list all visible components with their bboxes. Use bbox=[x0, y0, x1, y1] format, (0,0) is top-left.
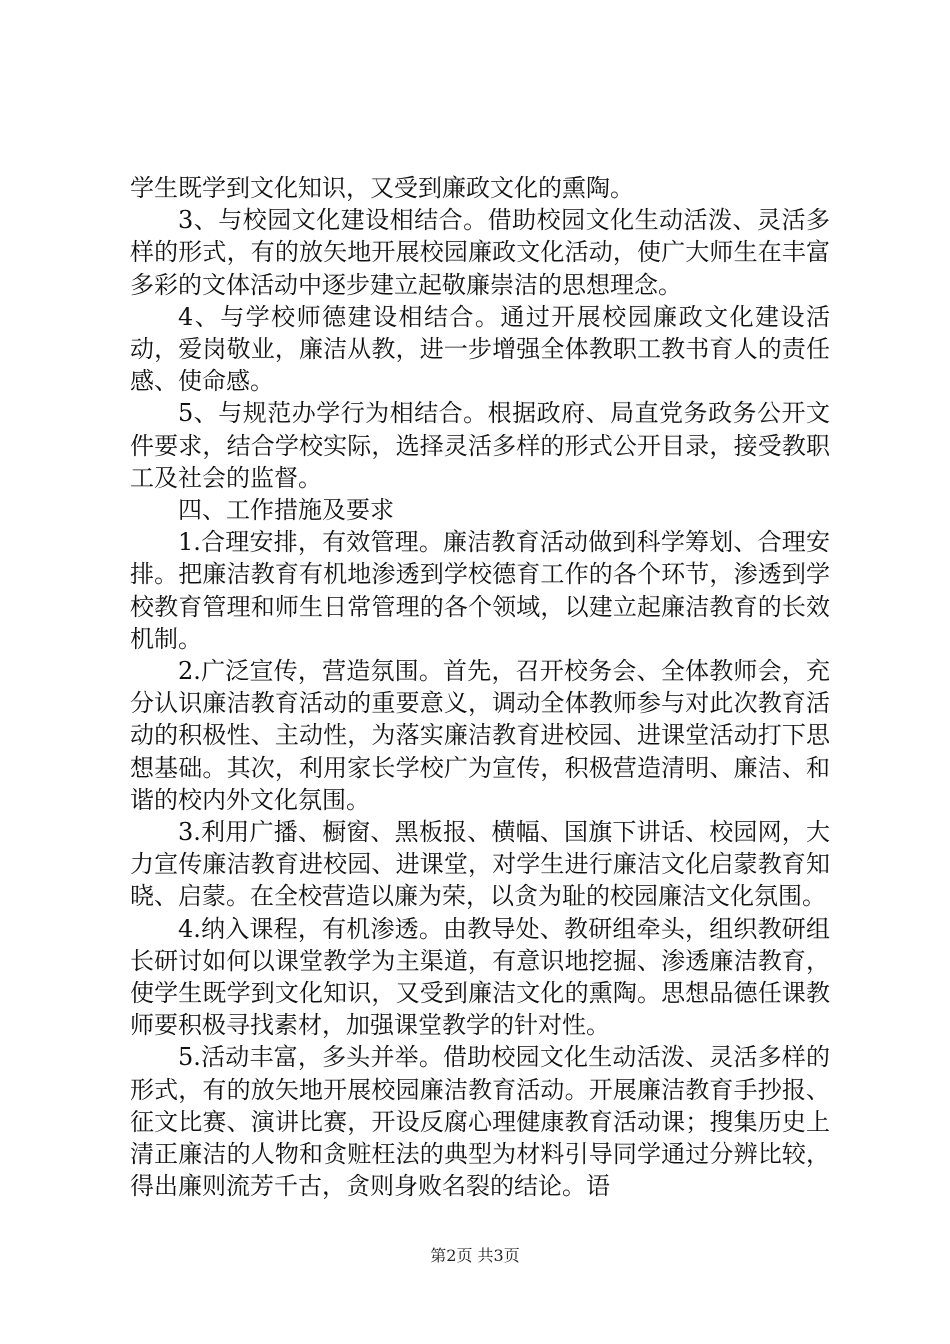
section-heading: 四、工作措施及要求 bbox=[178, 496, 394, 525]
paragraph: 3.利用广播、橱窗、黑板报、横幅、国旗下讲话、校园网，大力宣传廉洁教育进校园、进课堂，对学生进行廉洁文化启蒙教育知晓、启蒙。在全校营造以廉为荣，以贪为耻的校园廉洁文化氛围。 bbox=[130, 818, 830, 911]
paragraph: 5.活动丰富，多头并举。借助校园文化生动活泼、灵活多样的形式，有的放矢地开展校园廉洁教育活动。开展廉洁教育手抄报、征文比赛、演讲比赛，开设反腐心理健康教育活动课；搜集历史上清正廉洁的人物和贪赃枉法的典型为材料引导同学通过分辨比较，得出廉则流芳千古，贪则身败名裂的结论。语 bbox=[130, 1043, 830, 1201]
paragraph: 5、与规范办学行为相结合。根据政府、局直党务政务公开文件要求，结合学校实际，选择灵活多样的形式公开目录，接受教职工及社会的监督。 bbox=[130, 399, 830, 492]
document-body bbox=[130, 172, 830, 1203]
page-footer bbox=[0, 1243, 950, 1266]
paragraph: 4.纳入课程，有机渗透。由教导处、教研组牵头，组织教研组长研讨如何以课堂教学为主渠道，有意识地挖掘、渗透廉洁教育，使学生既学到文化知识，又受到廉洁文化的熏陶。思想品德任课教师要积极寻找素材，加强课堂教学的针对性。 bbox=[130, 914, 830, 1040]
page-indicator: 第2页 共3页 bbox=[430, 1246, 520, 1265]
paragraph: 3、与校园文化建设相结合。借助校园文化生动活泼、灵活多样的形式，有的放矢地开展校园廉政文化活动，使广大师生在丰富多彩的文体活动中逐步建立起敬廉崇洁的思想理念。 bbox=[130, 206, 830, 299]
paragraph: 2.广泛宣传，营造氛围。首先，召开校务会、全体教师会，充分认识廉洁教育活动的重要意义，调动全体教师参与对此次教育活动的积极性、主动性，为落实廉洁教育进校园、进课堂活动打下思想基础。其次，利用家长学校广为宣传，积极营造清明、廉洁、和谐的校内外文化氛围。 bbox=[130, 657, 830, 814]
paragraph: 1.合理安排，有效管理。廉洁教育活动做到科学筹划、合理安排。把廉洁教育有机地渗透到学校德育工作的各个环节，渗透到学校教育管理和师生日常管理的各个领域，以建立起廉洁教育的长效机制。 bbox=[130, 528, 830, 653]
paragraph: 学生既学到文化知识，又受到廉政文化的熏陶。 bbox=[130, 174, 634, 202]
paragraph: 4、与学校师德建设相结合。通过开展校园廉政文化建设活动，爱岗敬业，廉洁从教，进一步增强全体教职工教书育人的责任感、使命感。 bbox=[130, 302, 830, 396]
